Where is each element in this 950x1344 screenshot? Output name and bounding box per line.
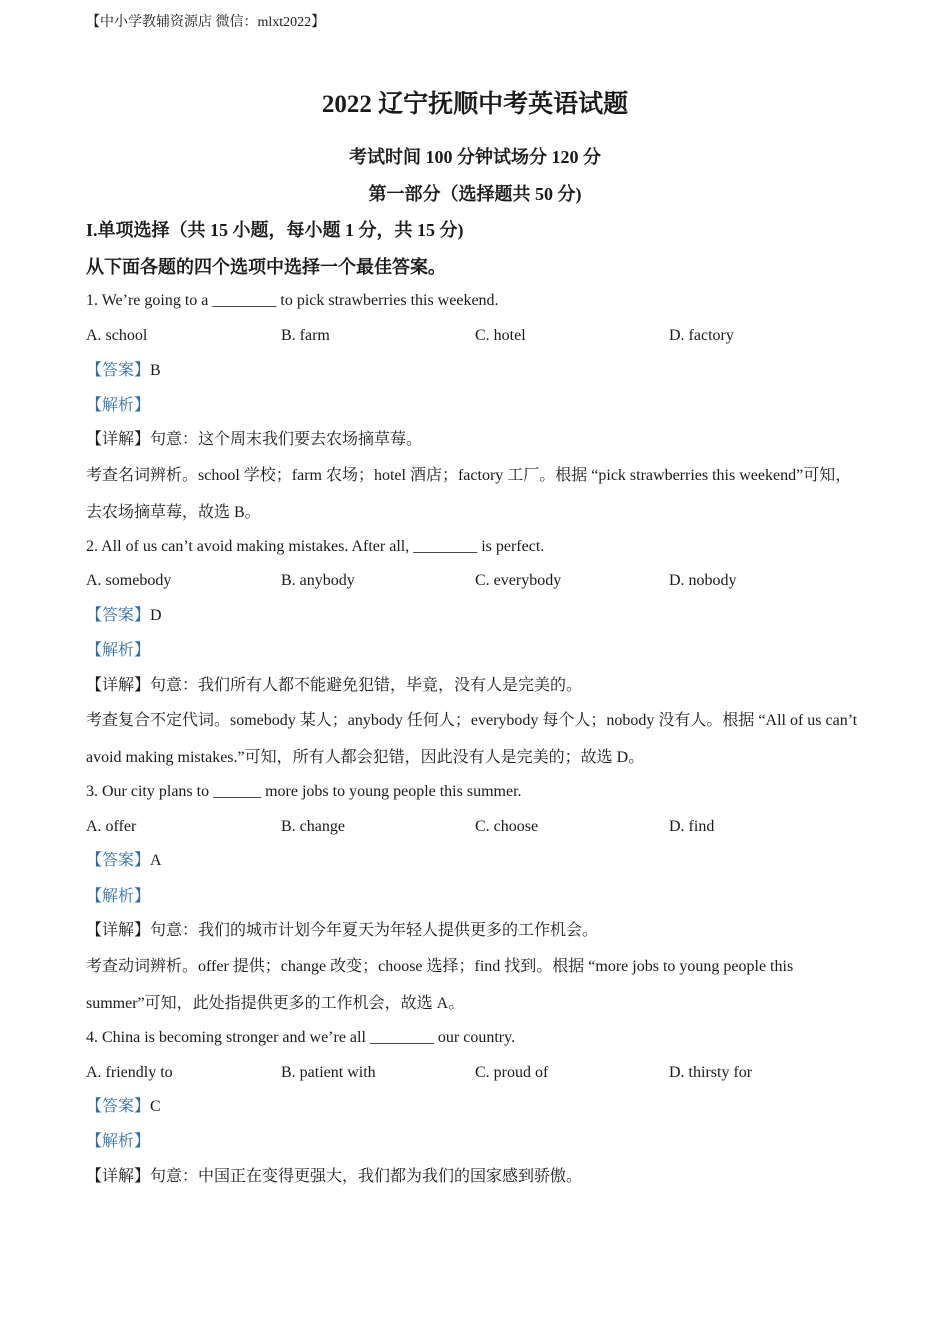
detail-line: 【详解】句意：我们的城市计划今年夏天为年轻人提供更多的工作机会。 — [86, 922, 599, 939]
option-d: D. find — [669, 818, 715, 835]
answer-value: D — [150, 607, 162, 624]
option-a: A. school — [86, 327, 148, 344]
part-one-heading: 第一部分（选择题共 50 分) — [368, 184, 582, 204]
question-stem: 3. Our city plans to ______ more jobs to young people this summer. — [86, 783, 522, 800]
option-a: A. friendly to — [86, 1064, 173, 1081]
option-a: A. somebody — [86, 572, 172, 589]
option-b: B. patient with — [281, 1064, 376, 1081]
question-stem: 2. All of us can’t avoid making mistakes. After all, ________ is perfect. — [86, 538, 545, 555]
option-row — [86, 324, 866, 348]
answer-label: 【答案】 — [86, 362, 151, 379]
option-c: C. hotel — [475, 327, 526, 344]
explanation-paragraph: 考查动词辨析。offer 提供；change 改变；choose 选择；find 找到。根据 “more jobs to young people this summer”可知，此处指提供更多的工作机会，故选 A。 — [86, 958, 794, 1012]
option-b: B. change — [281, 818, 345, 835]
page-title: 2022 辽宁抚顺中考英语试题 — [321, 91, 629, 118]
detail-line: 【详解】句意：我们所有人都不能避免犯错，毕竟，没有人是完美的。 — [86, 677, 583, 694]
option-c: C. everybody — [475, 572, 562, 589]
analysis-label: 【解析】 — [86, 642, 151, 659]
option-a: A. offer — [86, 818, 137, 835]
option-d: D. thirsty for — [669, 1064, 753, 1081]
header-note: 【中小学教辅资源店 微信：mlxt2022】 — [86, 15, 326, 30]
answer-line — [86, 1095, 866, 1119]
exam-info: 考试时间 100 分钟试场分 120 分 — [349, 147, 601, 167]
question-stem: 1. We’re going to a ________ to pick strawberries this weekend. — [86, 292, 499, 309]
analysis-line — [86, 885, 866, 909]
detail-line: 【详解】句意：这个周末我们要去农场摘草莓。 — [86, 431, 423, 448]
answer-label: 【答案】 — [86, 607, 151, 624]
explanation-paragraph: 考查复合不定代词。somebody 某人；anybody 任何人；everybody 每个人；nobody 没有人。根据 “All of us can’t avoid making mistakes.”可知，所有人都会犯错，因此没有人是完美的；故选 D。 — [86, 712, 858, 766]
option-row — [86, 569, 866, 593]
answer-label: 【答案】 — [86, 1098, 151, 1115]
analysis-label: 【解析】 — [86, 888, 151, 905]
analysis-label: 【解析】 — [86, 397, 151, 414]
option-row — [86, 815, 866, 839]
option-row — [86, 1061, 866, 1085]
section-heading: I.单项选择（共 15 小题，每小题 1 分，共 15 分) — [86, 220, 464, 240]
option-b: B. anybody — [281, 572, 355, 589]
answer-line — [86, 604, 866, 628]
answer-label: 【答案】 — [86, 852, 151, 869]
analysis-label: 【解析】 — [86, 1133, 151, 1150]
analysis-line — [86, 1130, 866, 1154]
answer-line — [86, 849, 866, 873]
answer-value: C — [150, 1098, 161, 1115]
detail-line: 【详解】句意：中国正在变得更强大，我们都为我们的国家感到骄傲。 — [86, 1168, 583, 1185]
answer-value: A — [150, 852, 162, 869]
option-b: B. farm — [281, 327, 330, 344]
analysis-line — [86, 639, 866, 663]
explanation-paragraph: 考查名词辨析。school 学校；farm 农场；hotel 酒店；factory 工厂。根据 “pick strawberries this weekend”可知，去农场摘草莓，故选 B。 — [86, 467, 852, 521]
analysis-line — [86, 394, 866, 418]
answer-value: B — [150, 362, 161, 379]
option-c: C. proud of — [475, 1064, 549, 1081]
option-d: D. nobody — [669, 572, 737, 589]
option-c: C. choose — [475, 818, 539, 835]
question-stem: 4. China is becoming stronger and we’re all ________ our country. — [86, 1029, 516, 1046]
instruction: 从下面各题的四个选项中选择一个最佳答案。 — [86, 257, 446, 277]
answer-line — [86, 359, 866, 383]
option-d: D. factory — [669, 327, 734, 344]
